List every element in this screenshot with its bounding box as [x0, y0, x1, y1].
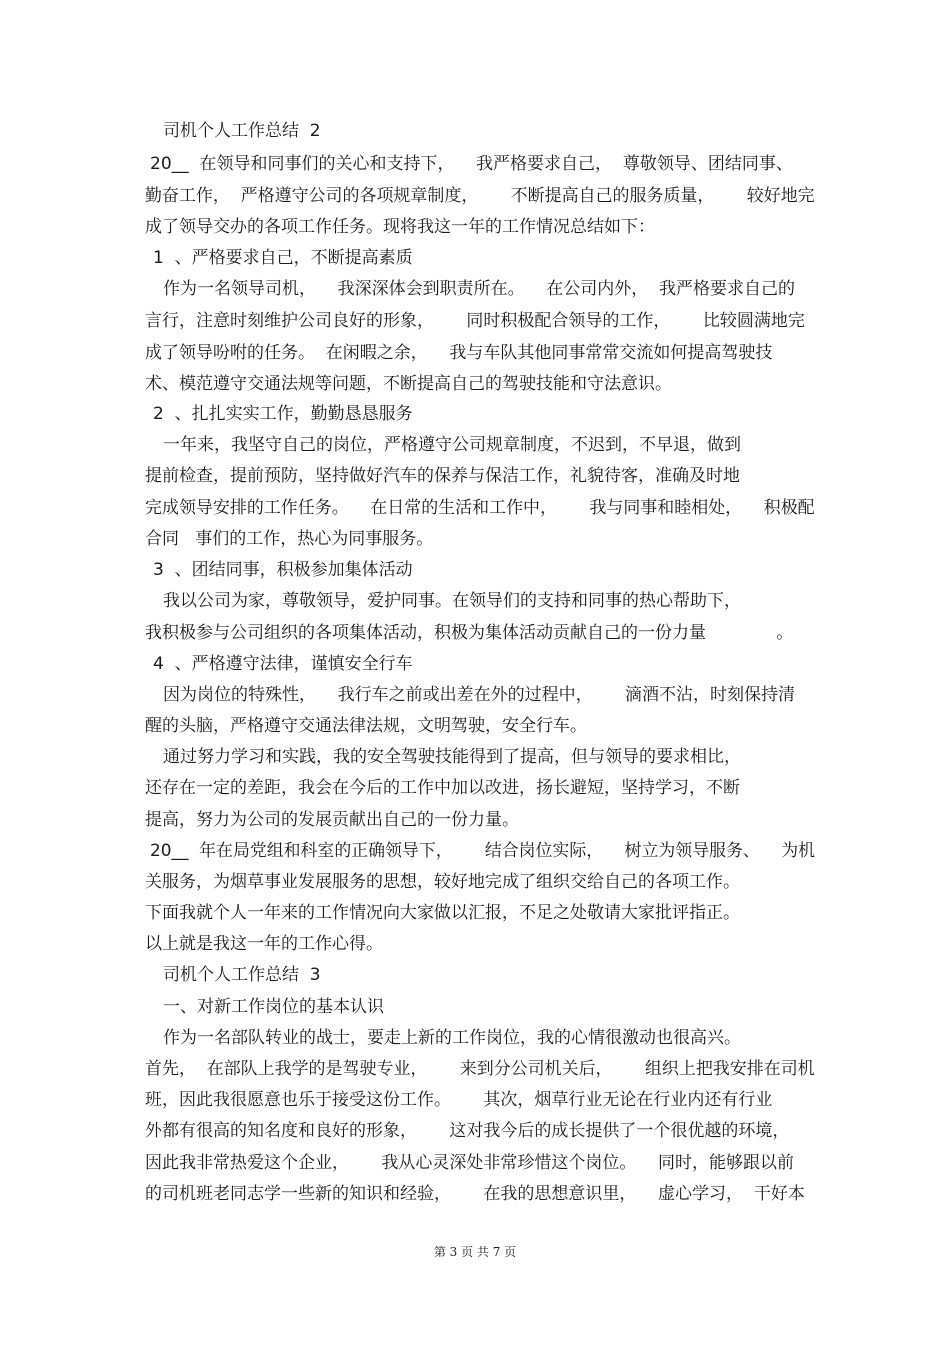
page-number-footer: 第 3 页 共 7 页 [433, 1245, 517, 1259]
paragraph-line: 作为一名领导司机， 我深深体会到职责所在。 在公司内外， 我严格要求自己的 [163, 279, 796, 299]
paragraph-line: 提前检查，提前预防，坚持做好汽车的保养与保洁工作，礼貌待客，准确及时地 [145, 466, 740, 486]
paragraph-line: 言行，注意时刻维护公司良好的形象， 同时积极配合领导的工作， 比较圆满地完 [145, 311, 805, 331]
paragraph-line: 20__ 在领导和同事们的关心和支持下， 我严格要求自己， 尊敬领导、团结同事、 [150, 154, 793, 174]
paragraph-line: 成了领导交办的各项工作任务。现将我这一年的工作情况总结如下： [145, 217, 655, 237]
paragraph-line: 醒的头脑，严格遵守交通法律法规，文明驾驶，安全行车。 [145, 716, 587, 736]
paragraph-line: 首先， 在部队上我学的是驾驶专业， 来到分公司机关后， 组织上把我安排在司机 [145, 1059, 815, 1079]
paragraph-line: 提高，努力为公司的发展贡献出自己的一份力量。 [145, 810, 519, 830]
paragraph-line: 作为一名部队转业的战士，要走上新的工作岗位，我的心情很激动也很高兴。 [163, 1028, 741, 1048]
paragraph-line: 班，因此我很愿意也乐于接受这份工作。 其次，烟草行业无论在行业内还有行业 [145, 1090, 773, 1110]
subsection-heading: 4 、严格遵守法律，谨慎安全行车 [153, 654, 413, 674]
paragraph-line: 通过努力学习和实践，我的安全驾驶技能得到了提高，但与领导的要求相比， [163, 747, 741, 767]
paragraph-line: 下面我就个人一年来的工作情况向大家做以汇报，不足之处敬请大家批评指正。 [145, 903, 740, 923]
subsection-heading: 一、对新工作岗位的基本认识 [163, 997, 384, 1017]
paragraph-line: 合同 事们的工作，热心为同事服务。 [145, 529, 434, 549]
paragraph-line: 外都有很高的知名度和良好的形象， 这对我今后的成长提供了一个很优越的环境， [145, 1121, 790, 1141]
section-heading: 司机个人工作总结 2 [163, 121, 321, 141]
paragraph-line: 成了领导吩咐的任务。 在闲暇之余， 我与车队其他同事常常交流如何提高驾驶技 [145, 343, 773, 363]
paragraph-line: 我积极参与公司组织的各项集体活动，积极为集体活动贡献自己的一份力量 。 [145, 623, 794, 643]
paragraph-line: 20__ 年在局党组和科室的正确领导下， 结合岗位实际， 树立为领导服务、 为机 [150, 841, 816, 861]
paragraph-line: 因为岗位的特殊性， 我行车之前或出差在外的过程中， 滴酒不沾，时刻保持清 [163, 685, 796, 705]
subsection-heading: 2 、扎扎实实工作，勤勤恳恳服务 [153, 404, 413, 424]
subsection-heading: 3 、团结同事，积极参加集体活动 [153, 560, 413, 580]
paragraph-line: 术、模范遵守交通法规等问题，不断提高自己的驾驶技能和守法意识。 [145, 374, 672, 394]
paragraph-line: 还存在一定的差距，我会在今后的工作中加以改进，扬长避短，坚持学习，不断 [145, 778, 740, 798]
subsection-heading: 1 、严格要求自己，不断提高素质 [153, 248, 413, 268]
paragraph-line: 勤奋工作， 严格遵守公司的各项规章制度， 不断提高自己的服务质量， 较好地完 [145, 186, 815, 206]
paragraph-line: 关服务，为烟草事业发展服务的思想，较好地完成了组织交给自己的各项工作。 [145, 872, 740, 892]
paragraph-line: 完成领导安排的工作任务。 在日常的生活和工作中， 我与同事和睦相处， 积极配 [145, 498, 815, 518]
paragraph-line: 我以公司为家，尊敬领导，爱护同事。在领导们的支持和同事的热心帮助下， [163, 591, 741, 611]
paragraph-line: 以上就是我这一年的工作心得。 [145, 934, 383, 954]
section-heading: 司机个人工作总结 3 [163, 965, 321, 985]
paragraph-line: 的司机班老同志学一些新的知识和经验， 在我的思想意识里， 虚心学习， 干好本 [145, 1184, 805, 1204]
paragraph-line: 一年来，我坚守自己的岗位，严格遵守公司规章制度，不迟到，不早退，做到 [163, 435, 741, 455]
paragraph-line: 因此我非常热爱这个企业， 我从心灵深处非常珍惜这个岗位。 同时，能够跟以前 [145, 1153, 795, 1173]
